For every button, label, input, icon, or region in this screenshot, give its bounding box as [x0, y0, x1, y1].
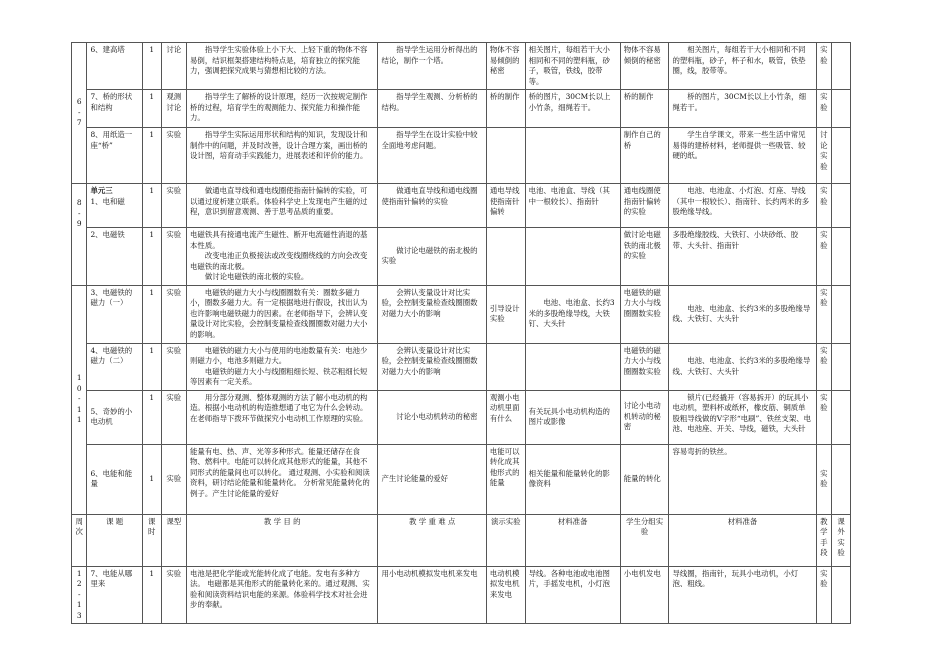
extra-experiment-cell [832, 128, 851, 184]
extra-experiment-cell [832, 184, 851, 228]
key-points-text: 指导学生观测、分析桥的结构。 [381, 92, 478, 112]
header-extra-experiment: 课外实验 [832, 514, 851, 566]
teaching-means-cell: 实验 [816, 43, 831, 90]
student-group-cell: 小电机发电 [620, 566, 669, 624]
header-teaching-means: 教学手段 [816, 514, 831, 566]
key-points-text: 做通电直导线和通电线圈使指南针偏转的实验 [381, 186, 478, 206]
student-group-cell: 通电线圈使指南针偏转的实验 [620, 184, 669, 228]
topic-cell [87, 184, 142, 228]
topic-cell: 8、用纸造一座“桥” [87, 128, 142, 184]
key-points-cell [378, 43, 486, 90]
header-material-prep: 材料准备 [525, 514, 620, 566]
student-group-cell: 桥的制作 [620, 90, 669, 128]
type-cell: 观测讨论 [161, 90, 186, 128]
type-cell: 讨论 [161, 43, 186, 90]
type-cell: 实验 [161, 390, 186, 444]
goal-paragraph: 电磁铁的磁力大小与线圈圈数有关：圈数多磁力小，圈数多磁力大。有一定根据地进行假设，找出认为也许影响电磁铁磁力的因素。在老师指导下，会辨认变量设计对比实验，会控制变量检查线圈圈数对磁力大小的影响。 [190, 287, 368, 339]
material-prep2-text: 学生自学课文，带来一些生活中常见易得的建桥材料，老师提供一些吸管、较硬的纸。 [672, 130, 806, 160]
material-prep-cell: 有关玩具小电动机构造的图片或影像 [525, 390, 620, 444]
table-row [72, 43, 851, 90]
key-points-cell [378, 90, 486, 128]
material-prep2-cell [669, 343, 816, 390]
goal-paragraph: 做通电直导线和通电线圈使指南针偏转的实验，可以通过度析建立联系。体验科学史上发现电产生磁的过程，意识到留意观测、善于思考品质的重要。 [190, 186, 368, 216]
demo-cell [486, 128, 525, 184]
table-header-row [72, 514, 851, 566]
demo-cell: 引导设计实验 [486, 285, 525, 343]
key-points-text: 会辨认变量设计对比实验，会控制变量检查线圈圈数对磁力大小的影响 [381, 345, 478, 376]
key-points-cell [378, 128, 486, 184]
hours-cell: 1 [142, 566, 161, 624]
material-prep-cell: 电池、电池盒、导线（其中一根较长）、指南针 [525, 184, 620, 228]
header-student-group: 学生分组实验 [620, 514, 669, 566]
material-prep2-cell [669, 184, 816, 228]
material-prep2-cell [669, 390, 816, 444]
teaching-means-cell: 实验 [816, 566, 831, 624]
week-cell: 12 - 13 [72, 566, 87, 624]
hours-cell: 1 [142, 43, 161, 90]
goal-paragraph: 指导学生了解桥的设计原理，经历一次按规定制作桥的过程，培育学生的观测能力、探究能力和操作能力。 [190, 92, 368, 122]
header-topic: 课 题 [87, 514, 142, 566]
goals-cell [187, 184, 378, 228]
material-prep2-text: 电池、电池盒、长约3米的多股绝缘导线、大铁钉、大头针 [672, 356, 811, 376]
student-group-cell: 讨论小电动机转动的秘密 [620, 390, 669, 444]
material-prep2-text: 桥的图片，30CM长以上小竹条，细绳若干。 [672, 92, 806, 112]
material-prep-cell [525, 128, 620, 184]
student-group-cell: 电磁铁的磁力大小与线圈圈数实验 [620, 285, 669, 343]
teaching-means-cell: 实验 [816, 444, 831, 514]
hours-cell: 1 [142, 343, 161, 390]
key-points-cell [378, 390, 486, 444]
type-cell: 实验 [161, 343, 186, 390]
goal-paragraph: 指导学生实验体验上小下大、上轻下重的物体不容易倒，结识框架搭建结构特点是，培育独立的探究能力，强调把探究成果与猜想相比较的方法。 [190, 45, 368, 75]
key-points-cell [378, 566, 486, 624]
goals-cell [187, 390, 378, 444]
teaching-means-cell: 实验 [816, 90, 831, 128]
unit-label: 单元三 [90, 186, 113, 195]
material-prep2-cell [669, 285, 816, 343]
topic-cell: 6、建高塔 [87, 43, 142, 90]
key-points-text: 指导学生运用分析得出的结论，制作一个塔。 [381, 45, 478, 65]
key-points-cell [378, 285, 486, 343]
material-prep2-cell: 容易弯折的铁丝。 [669, 444, 816, 514]
demo-cell: 桥的制作 [486, 90, 525, 128]
header-material-prep2: 材料准备 [669, 514, 816, 566]
material-prep2-cell [669, 228, 816, 286]
extra-experiment-cell [832, 285, 851, 343]
week-cell: 8 - 9 [72, 184, 87, 286]
goals-cell [187, 566, 378, 624]
demo-cell: 观测小电动机里面有什么 [486, 390, 525, 444]
goal-paragraph: 电磁铁的磁力大小与线圈粗细长短、铁芯粗细长短等因素有一定关系。 [190, 366, 368, 386]
topic-cell: 7、桥的形状和结构 [87, 90, 142, 128]
material-prep2-cell [669, 90, 816, 128]
extra-experiment-cell [832, 343, 851, 390]
demo-cell: 电动机模拟发电机来发电 [486, 566, 525, 624]
extra-experiment-cell [832, 43, 851, 90]
material-prep-cell: 桥的图片，30CM长以上小竹条，细绳若干。 [525, 90, 620, 128]
student-group-cell: 电磁铁的磁力大小与线圈圈数实验 [620, 343, 669, 390]
goals-cell [187, 343, 378, 390]
table-row [72, 566, 851, 624]
header-demo: 演示实验 [486, 514, 525, 566]
material-prep2-text: 锁片(已经撬开（容易拆开）的玩具小电动机，塑料杯或纸杯，橡皮筋、铜质单股粗导线做的V字形“电刷”、铁丝支架、电池、电池座、开关、导线，磁铁，大头针 [672, 392, 811, 433]
key-points-text: 讨论小电动机转动的秘密 [396, 411, 478, 421]
topic-cell: 3、电磁铁的磁力（一） [87, 285, 142, 343]
week-cell: 10 - 11 [72, 285, 87, 514]
demo-cell: 电能可以转化成其他形式的能量 [486, 444, 525, 514]
material-prep-text: 电池、电池盒、长约3米的多股绝缘导线，大铁钉、大头针 [528, 298, 615, 329]
material-prep2-cell [669, 128, 816, 184]
table-row [72, 128, 851, 184]
topic-cell: 5、奇妙的小电动机 [87, 390, 142, 444]
table-row [72, 228, 851, 286]
teaching-means-cell: 实验 [816, 390, 831, 444]
goal-paragraph: 电磁铁具有接通电流产生磁性、断开电流磁性消退的基本性质。 [190, 230, 368, 250]
type-cell: 实验 [161, 228, 186, 286]
material-prep-cell: 相关图片，每组若干大小相同和不同的塑料瓶，砂子，吸管，铁线，胶带等。 [525, 43, 620, 90]
topic-cell: 4、电磁铁的磁力（二） [87, 343, 142, 390]
demo-cell [486, 343, 525, 390]
topic-text: 1、电和磁 [90, 196, 125, 206]
type-cell: 实验 [161, 444, 186, 514]
table-row [72, 285, 851, 343]
goal-paragraph: 电磁铁的磁力大小与使用的电池数量有关：电池少则磁力小，电池多则磁力大。 [190, 345, 368, 365]
key-points-text: 做讨论电磁铁的南北极的实验 [381, 245, 478, 266]
key-points-text: 用小电动机模拟发电机来发电 [381, 568, 478, 578]
extra-experiment-cell [832, 390, 851, 444]
goal-paragraph: 指导学生实际运用形状和结构的知识，发现设计和制作中的问题，并及时改善，设计合理方案，画出桥的设计图，培育动手实践能力，进展表述和评价的能力。 [190, 130, 368, 160]
goals-cell [187, 128, 378, 184]
goals-cell [187, 285, 378, 343]
goal-paragraph: 用分部分观测、整体观测的方法了解小电动机的构造。根据小电动机的构造推想通了电它为什么会转动。 [190, 392, 368, 412]
teaching-means-cell: 实验 [816, 343, 831, 390]
teaching-means-cell: 实验 [816, 285, 831, 343]
goal-paragraph: 改变电池正负极接法或改变线圈绕线的方向会改变电磁铁的南北极。 [190, 251, 368, 271]
week-cell: 6 - 7 [72, 43, 87, 184]
header-key-points: 教 学 重 难 点 [378, 514, 486, 566]
goals-cell [187, 444, 378, 514]
type-cell: 实验 [161, 285, 186, 343]
hours-cell: 1 [142, 390, 161, 444]
demo-cell: 物体不容易倾倒的秘密 [486, 43, 525, 90]
type-cell: 实验 [161, 566, 186, 624]
extra-experiment-cell [832, 444, 851, 514]
topic-cell: 7、电能从哪里来 [87, 566, 142, 624]
topic-cell: 6、电能和能量 [87, 444, 142, 514]
material-prep2-cell: 导线圈，指南针，玩具小电动机，小灯泡、粗线。 [669, 566, 816, 624]
key-points-cell [378, 343, 486, 390]
extra-experiment-cell [832, 566, 851, 624]
goals-cell [187, 228, 378, 286]
goal-paragraph: 在老师指导下拨环节做探究小电动机工作原理的实验。 [190, 413, 368, 423]
extra-experiment-cell [832, 90, 851, 128]
hours-cell: 1 [142, 90, 161, 128]
goals-cell [187, 90, 378, 128]
table-row [72, 90, 851, 128]
goal-paragraph: 能量有电、热、声、光等多种形式。能量还储存在食物、燃料中。电能可以转化成其他形式的能量，其他不同形式的能量间也可以转化。 通过观测、小实验和阅读资料，研讨结论能量和能量转化。 分析常见能量转化的例子。产生讨论能量的爱好 [190, 446, 370, 498]
key-points-text: 指导学生在设计实验中较全面地考虑问题。 [381, 130, 478, 150]
table-row [72, 444, 851, 514]
teaching-means-cell: 实验 [816, 184, 831, 228]
key-points-cell [378, 184, 486, 228]
topic-cell: 2、电磁铁 [87, 228, 142, 286]
table-row [72, 343, 851, 390]
material-prep-cell [525, 343, 620, 390]
key-points-cell [378, 444, 486, 514]
hours-cell: 1 [142, 285, 161, 343]
student-group-cell: 做讨论电磁铁的南北极的实验 [620, 228, 669, 286]
teaching-means-cell: 讨论实验 [816, 128, 831, 184]
header-type: 课型 [161, 514, 186, 566]
key-points-text: 产生讨论能量的爱好 [381, 473, 448, 483]
hours-cell: 1 [142, 184, 161, 228]
demo-cell [486, 228, 525, 286]
material-prep2-text: 多股绝缘胶线、大铁钉、小块砂纸、胶带、大头针、指南针 [672, 230, 799, 250]
table-row [72, 184, 851, 228]
teaching-means-cell: 实验 [816, 228, 831, 286]
material-prep2-text: 电池、电池盒、长约3米的多股绝缘导线、大铁钉、大头针 [672, 303, 811, 323]
key-points-cell [378, 228, 486, 286]
hours-cell: 1 [142, 444, 161, 514]
header-hours: 课时 [142, 514, 161, 566]
material-prep2-cell [669, 43, 816, 90]
lesson-plan-table [71, 42, 851, 624]
material-prep2-text: 相关图片，每组若干大小相同和不同的塑料瓶，砂子，杯子和水，吸管，铁垫圈，线，胶带等。 [672, 45, 806, 75]
goal-paragraph: 做讨论电磁铁的南北极的实验。 [204, 272, 309, 281]
demo-cell: 通电导线使指南针偏转 [486, 184, 525, 228]
material-prep-cell [525, 228, 620, 286]
type-cell: 实验 [161, 128, 186, 184]
student-group-cell: 能量的转化 [620, 444, 669, 514]
type-cell: 实验 [161, 184, 186, 228]
material-prep2-text: 电池、电池盒、小灯泡、灯座、导线（其中一根较长）、指南针、长约两米的多股绝缘导线。 [672, 186, 810, 216]
goals-cell [187, 43, 378, 90]
hours-cell: 1 [142, 228, 161, 286]
header-goals: 教 学 目 的 [187, 514, 378, 566]
key-points-text: 会辨认变量设计对比实验，会控制变量检查线圈圈数对磁力大小的影响 [381, 287, 478, 318]
hours-cell: 1 [142, 128, 161, 184]
goal-paragraph: 电池是把化学能或光能转化成了电能。发电有多种方法。 电磁都是其他形式的能量转化来的。通过观测、实验和阅读资料结识电能的来源。体验科学技术对社会进步的奉献。 [190, 568, 370, 609]
header-week: 周次 [72, 514, 87, 566]
material-prep-cell: 导线。各种电池或电池图片，手摇发电机，小灯泡 [525, 566, 620, 624]
student-group-cell: 物体不容易倾倒的秘密 [620, 43, 669, 90]
material-prep-cell: 相关能量和能量转化的影像资料 [525, 444, 620, 514]
extra-experiment-cell [832, 228, 851, 286]
student-group-cell: 制作自己的桥 [620, 128, 669, 184]
material-prep-cell [525, 285, 620, 343]
table-row [72, 390, 851, 444]
